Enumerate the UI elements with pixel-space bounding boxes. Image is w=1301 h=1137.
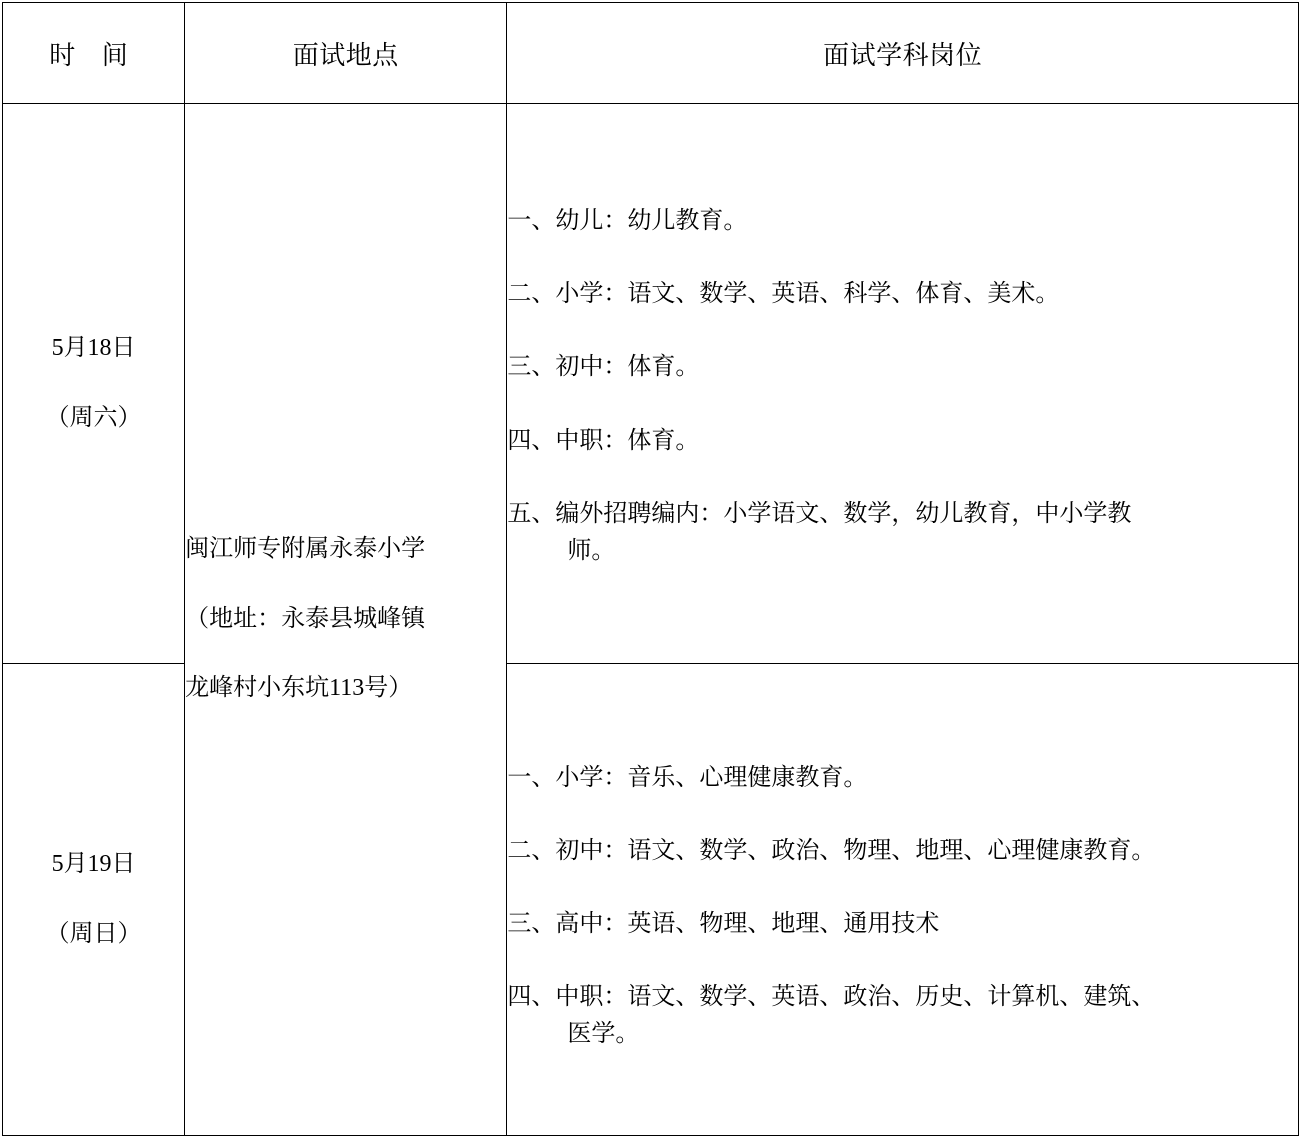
subject-item-text: 二、初中：语文、数学、政治、物理、地理、心理健康教育。 bbox=[507, 837, 1156, 864]
weekday-text: （周日） bbox=[45, 920, 142, 947]
cell-subjects-day2 bbox=[507, 664, 1299, 1136]
subject-item-text: 四、中职：体育。 bbox=[507, 427, 700, 454]
subject-item bbox=[507, 349, 1298, 386]
subject-item bbox=[507, 203, 1298, 240]
subject-item-text: 三、高中：英语、物理、地理、通用技术 bbox=[507, 910, 940, 937]
table-header-row bbox=[3, 3, 1299, 104]
weekday-text: （周六） bbox=[45, 404, 142, 431]
subject-item-text: 五、编外招聘编内：小学语文、数学，幼儿教育，中小学教 bbox=[507, 500, 1132, 527]
place-address-line1: （地址：永泰县城峰镇 bbox=[185, 605, 426, 632]
cell-interview-place bbox=[185, 104, 507, 1136]
table-row bbox=[3, 104, 1299, 664]
column-header-place: 面试地点 bbox=[185, 3, 507, 104]
subject-item bbox=[507, 496, 1298, 570]
subject-item bbox=[507, 833, 1298, 870]
subject-item-continuation: 师。 bbox=[567, 537, 616, 564]
date-text: 5月18日 bbox=[51, 334, 136, 361]
subject-item-text: 一、小学：音乐、心理健康教育。 bbox=[507, 764, 868, 791]
interview-schedule-table bbox=[2, 2, 1299, 1136]
subject-item bbox=[507, 276, 1298, 313]
subject-item-text: 三、初中：体育。 bbox=[507, 354, 700, 381]
subject-item-text: 一、幼儿：幼儿教育。 bbox=[507, 207, 748, 234]
place-address-line2: 龙峰村小东坑113号） bbox=[185, 675, 413, 702]
cell-time-day1 bbox=[3, 104, 185, 664]
subject-item-text: 四、中职：语文、数学、英语、政治、历史、计算机、建筑、 bbox=[507, 984, 1156, 1011]
date-text: 5月19日 bbox=[51, 850, 136, 877]
column-header-time: 时 间 bbox=[3, 3, 185, 104]
subject-item bbox=[507, 906, 1298, 943]
subject-item-continuation: 医学。 bbox=[567, 1021, 640, 1048]
subject-item bbox=[507, 979, 1298, 1053]
subject-item-text: 二、小学：语文、数学、英语、科学、体育、美术。 bbox=[507, 281, 1060, 308]
subject-item bbox=[507, 423, 1298, 460]
cell-time-day2 bbox=[3, 664, 185, 1136]
subject-item bbox=[507, 760, 1298, 797]
document-page bbox=[0, 2, 1301, 1137]
column-header-subject: 面试学科岗位 bbox=[507, 3, 1299, 104]
cell-subjects-day1 bbox=[507, 104, 1299, 664]
place-name: 闽江师专附属永泰小学 bbox=[185, 536, 426, 563]
